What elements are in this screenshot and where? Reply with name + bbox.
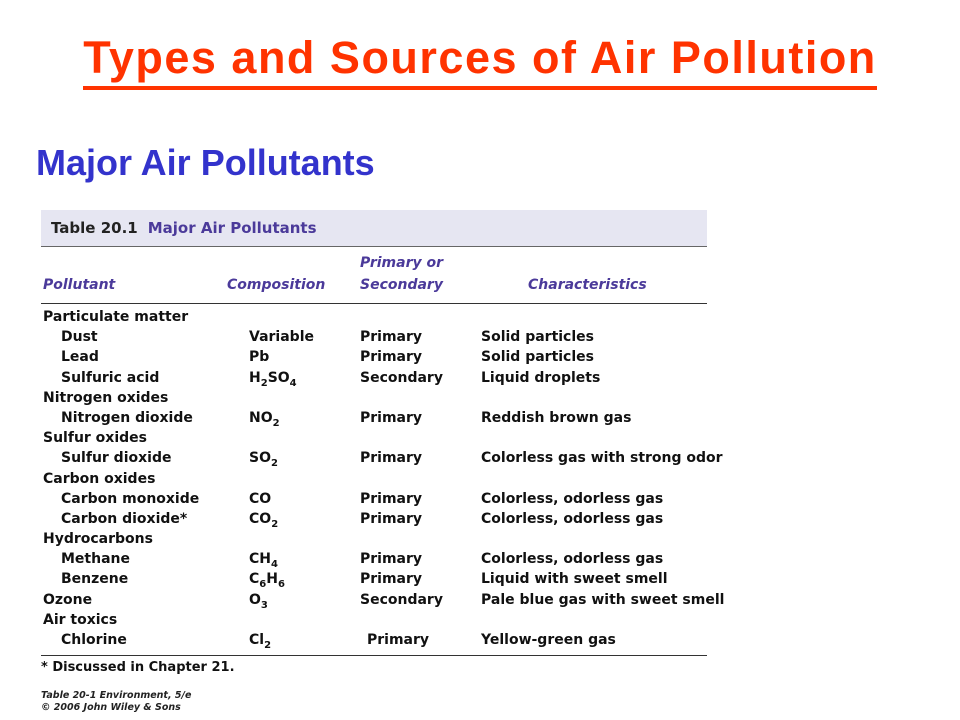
pollutant-row: [41, 490, 707, 510]
pollutant-row: [41, 591, 725, 611]
characteristics-cell: Colorless gas with strong odor: [481, 450, 723, 467]
category-name: Hydrocarbons: [43, 531, 153, 548]
header-pollutant: Pollutant: [43, 277, 116, 293]
slide-subtitle: Major Air Pollutants: [36, 142, 375, 183]
pollutant-name: Chlorine: [61, 632, 127, 648]
pollutant-name: Sulfuric acid: [61, 369, 160, 386]
header-composition: Composition: [227, 277, 326, 293]
header-characteristics: Characteristics: [528, 277, 647, 293]
pollutant-name: Benzene: [61, 571, 129, 588]
composition-cell: Pb: [249, 349, 270, 366]
primary-secondary-cell: Secondary: [360, 591, 443, 608]
composition-cell: $CO_2$: [249, 510, 279, 530]
table-caption: [41, 210, 707, 247]
characteristics-cell: Colorless, odorless gas: [481, 510, 664, 527]
composition-cell: CO: [249, 490, 272, 507]
pollutant-row: [41, 570, 707, 590]
composition-cell: $O_3$: [249, 591, 268, 611]
primary-secondary-cell: Primary: [360, 490, 423, 507]
primary-secondary-cell: Primary: [360, 551, 423, 568]
category-row: [41, 530, 707, 550]
pollutant-row: [41, 510, 707, 530]
composition-cell: $C_6H_6$: [249, 571, 285, 591]
primary-secondary-cell: Primary: [360, 349, 423, 366]
characteristics-cell: Liquid with sweet smell: [481, 571, 668, 588]
category-name: Air toxics: [43, 611, 118, 628]
category-name: Nitrogen oxides: [43, 389, 169, 406]
primary-secondary-cell: Primary: [360, 510, 423, 527]
category-name: Carbon oxides: [43, 470, 156, 487]
characteristics-cell: Colorless, odorless gas: [481, 551, 664, 568]
primary-secondary-cell: Primary: [367, 632, 430, 648]
composition-cell: $Cl_2$: [249, 632, 272, 651]
category-row: [41, 470, 707, 490]
header-primary-line2: Secondary: [360, 277, 443, 293]
header-primary-line1: Primary or: [360, 255, 443, 271]
pollutant-row: [41, 449, 723, 470]
pollutant-name: Dust: [61, 329, 98, 346]
category-name: Ozone: [43, 591, 93, 608]
slide-title-text: Types and Sources of Air Pollution: [83, 32, 877, 90]
pollutant-row: [41, 328, 707, 348]
category-row: [41, 308, 707, 328]
slide-title: [0, 32, 960, 90]
pollutant-row: [41, 348, 707, 368]
pollutant-row: [41, 550, 707, 570]
table-body: [41, 304, 725, 651]
column-headers: [41, 247, 707, 304]
pollutant-name: Methane: [61, 551, 130, 568]
composition-cell: Variable: [249, 329, 314, 346]
table-footnote: * Discussed in Chapter 21.: [41, 655, 707, 675]
pollutant-name: Nitrogen dioxide: [61, 409, 193, 426]
pollutant-name: Carbon monoxide: [61, 490, 200, 507]
category-name: Sulfur oxides: [43, 430, 147, 447]
pollutant-name: Sulfur dioxide: [61, 450, 172, 467]
primary-secondary-cell: Primary: [360, 409, 423, 426]
characteristics-cell: Colorless, odorless gas: [481, 490, 664, 507]
composition-cell: $CH_4$: [249, 551, 278, 571]
table-title: Major Air Pollutants: [147, 219, 317, 237]
pollutants-table: [41, 210, 725, 676]
primary-secondary-cell: Primary: [360, 329, 423, 346]
characteristics-cell: Pale blue gas with sweet smell: [481, 591, 725, 608]
primary-secondary-cell: Secondary: [360, 369, 443, 386]
credit-line-2: © 2006 John Wiley & Sons: [41, 702, 181, 713]
characteristics-cell: Yellow-green gas: [481, 632, 616, 648]
characteristics-cell: Liquid droplets: [481, 369, 601, 386]
composition-cell: $H_2SO_4$: [249, 369, 297, 389]
category-row: [41, 389, 707, 409]
composition-cell: $NO_2$: [249, 409, 280, 429]
category-name: Particulate matter: [43, 309, 189, 325]
primary-secondary-cell: Primary: [360, 450, 423, 467]
category-row: [41, 611, 707, 631]
category-row: [41, 429, 707, 449]
pollutant-name: Carbon dioxide*: [61, 510, 188, 527]
characteristics-cell: Solid particles: [481, 349, 594, 366]
characteristics-cell: Solid particles: [481, 329, 594, 346]
pollutant-row: [41, 631, 707, 651]
pollutant-name: Lead: [61, 349, 99, 366]
pollutant-row: [41, 409, 707, 429]
characteristics-cell: Reddish brown gas: [481, 409, 632, 426]
primary-secondary-cell: Primary: [360, 571, 423, 588]
source-credits: [41, 690, 191, 714]
composition-cell: $SO_2$: [249, 450, 278, 470]
credit-line-1: Table 20-1 Environment, 5/e: [41, 690, 192, 701]
table-number: Table 20.1: [51, 219, 138, 237]
pollutant-row: [41, 369, 707, 389]
